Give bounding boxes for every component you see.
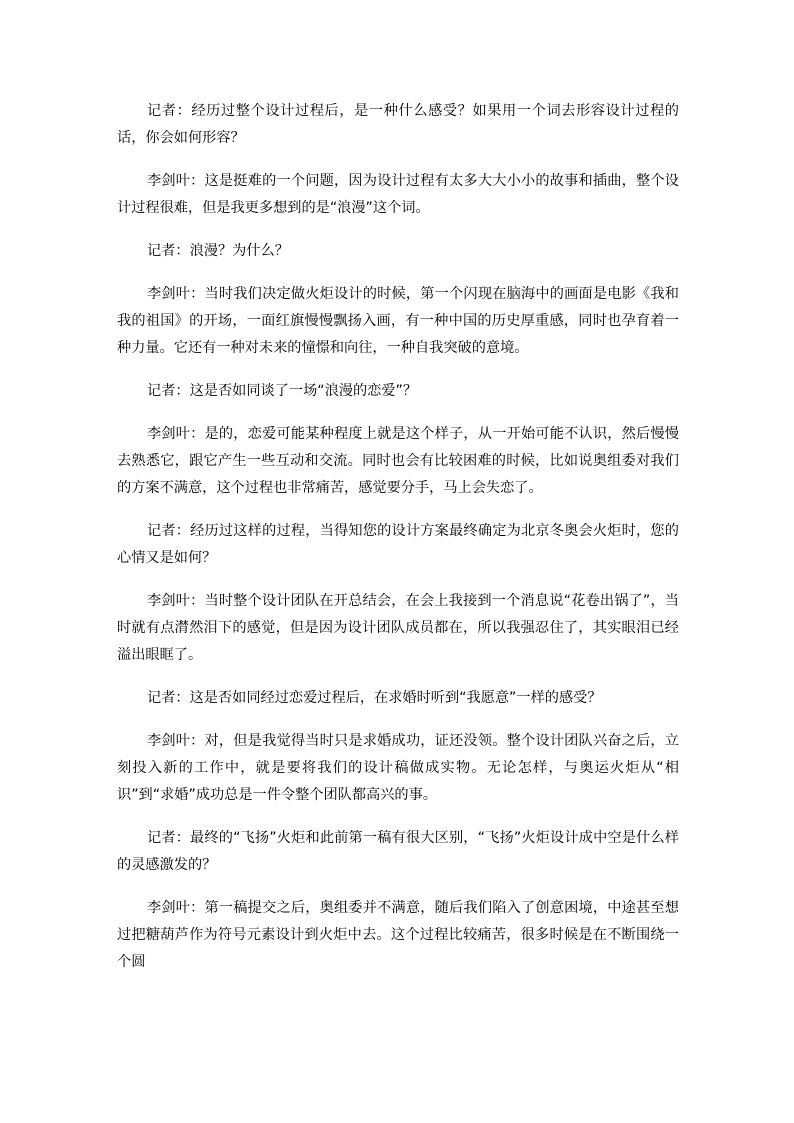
interview-paragraph-answer: 李剑叶：是的，恋爱可能某种程度上就是这个样子，从一开始可能不认识，然后慢慢去熟悉它，跟它产生一些互动和交流。同时也会有比较困难的时候，比如说奥组委对我们的方案不满意，这个过程也非常痛苦，感觉要分手，马上会失恋了。 — [117, 426, 679, 496]
interview-paragraph-reporter: 记者：经历过整个设计过程后，是一种什么感受？如果用一个词去形容设计过程的话，你会如何形容？ — [117, 103, 679, 146]
interview-paragraph-answer: 李剑叶：这是挺难的一个问题，因为设计过程有太多大大小小的故事和插曲，整个设计过程很难，但是我更多想到的是“浪漫”这个词。 — [117, 173, 679, 216]
interview-paragraph-reporter: 记者：经历过这样的过程，当得知您的设计方案最终确定为北京冬奥会火炬时，您的心情又是如何？ — [117, 523, 679, 566]
interview-paragraph-reporter: 记者：这是否如同经过恋爱过程后，在求婚时听到“我愿意”一样的感受？ — [147, 690, 602, 706]
interview-paragraph-reporter: 记者：最终的“飞扬”火炬和此前第一稿有很大区别，“飞扬”火炬设计成中空是什么样的灵感激发的？ — [117, 830, 679, 873]
interview-body — [117, 98, 679, 992]
interview-paragraph-reporter: 记者：浪漫？为什么？ — [147, 243, 289, 259]
interview-paragraph-answer: 李剑叶：对，但是我觉得当时只是求婚成功，证还没领。整个设计团队兴奋之后，立刻投入新的工作中，就是要将我们的设计稿做成实物。无论怎样，与奥运火炬从“相识”到“求婚”成功总是一件令整个团队都高兴的事。 — [117, 733, 679, 803]
interview-paragraph-answer: 李剑叶：当时整个设计团队在开总结会，在会上我接到一个消息说“花卷出锅了”，当时就有点潸然泪下的感觉，但是因为设计团队成员都在，所以我强忍住了，其实眼泪已经溢出眼眶了。 — [117, 593, 679, 663]
interview-paragraph-answer: 李剑叶：第一稿提交之后，奥组委并不满意，随后我们陷入了创意困境，中途甚至想过把糖葫芦作为符号元素设计到火炬中去。这个过程比较痛苦，很多时候是在不断围绕一个圆 — [117, 900, 679, 970]
interview-paragraph-answer: 李剑叶：当时我们决定做火炬设计的时候，第一个闪现在脑海中的画面是电影《我和我的祖国》的开场，一面红旗慢慢飘扬入画，有一种中国的历史厚重感，同时也孕育着一种力量。它还有一种对未来的憧憬和向往，一种自我突破的意境。 — [117, 286, 679, 356]
interview-paragraph-reporter: 记者：这是否如同谈了一场“浪漫的恋爱”？ — [147, 383, 418, 399]
